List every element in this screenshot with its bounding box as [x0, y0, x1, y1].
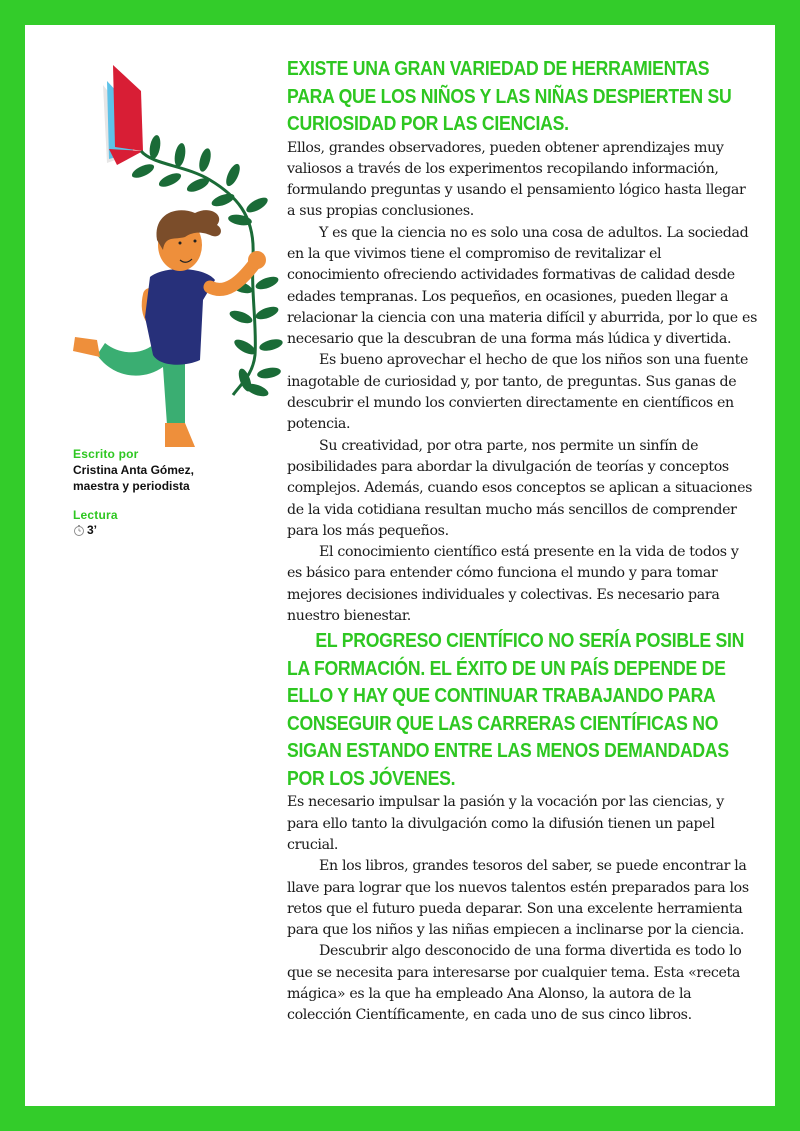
paragraph: El conocimiento científico está presente en la vida de todos y es básico para entender cómo funciona el mundo y para tomar mejores decisiones individuales y colectivas. Es necesario para nuestro bienestar. — [287, 544, 739, 625]
paragraph: Ellos, grandes observadores, pueden obtener aprendizajes muy valiosos a través de los experimentos recopilando información, formulando preguntas y usando el pensamiento lógico hasta llegar a sus propias conclusiones. — [287, 139, 746, 220]
author-role: maestra y periodista — [73, 479, 190, 493]
headline-pullquote: EL PROGRESO CIENTÍFICO NO SERÍA POSIBLE SIN LA FORMACIÓN. EL ÉXITO DE UN PAÍS DEPENDE DE ELLO Y HAY QUE CONTINUAR TRABAJANDO PARA CONSEGUIR QUE LAS CARRERAS CIENTÍFICAS NO SIGAN ESTANDO ENTRE LAS MENOS DEMANDADAS POR LOS JÓVENES. — [287, 629, 745, 790]
stopwatch-icon — [73, 524, 85, 536]
paragraph: Descubrir algo desconocido de una forma divertida es todo lo que se necesita para interesarse por cualquier tema. Esta «receta mágica» es la que ha empleado Ana Alonso, la autora de la colección Científicamente, en cada uno de sus cinco libros. — [287, 943, 742, 1024]
paragraph: Su creatividad, por otra parte, nos permite un sinfín de posibilidades para abordar la divulgación de teorías y conceptos complejos. Además, cuando esos conceptos se aplican a situaciones de la vida cotidiana resultan mucho más sencillos de comprender para los más pequeños. — [287, 437, 753, 539]
author-name: Cristina Anta Gómez, — [73, 463, 194, 477]
book-icon — [103, 65, 143, 165]
child-with-vine-illustration — [45, 55, 295, 465]
paragraph: Es bueno aprovechar el hecho de que los niños son una fuente inagotable de curiosidad y, por tanto, de preguntas. Sus ganas de descubrir el mundo los convierten directamente en científicos en potencia. — [287, 352, 749, 433]
child-figure — [73, 210, 266, 447]
headline-primary: EXISTE UNA GRAN VARIEDAD DE HERRAMIENTAS PARA QUE LOS NIÑOS Y LAS NIÑAS DESPIERTEN SU CURIOSIDAD POR LAS CIENCIAS. — [287, 57, 732, 135]
article-meta — [73, 447, 273, 537]
reading-time — [73, 523, 273, 537]
article — [287, 55, 757, 1027]
author-label: Escrito por — [73, 447, 139, 461]
reading-time-value: 3’ — [87, 523, 98, 537]
paragraph: Es necesario impulsar la pasión y la vocación por las ciencias, y para ello tanto la divulgación como la difusión tienen un papel crucial. — [287, 794, 724, 853]
page — [25, 25, 775, 1106]
paragraph: En los libros, grandes tesoros del saber, se puede encontrar la llave para lograr que los nuevos talentos estén preparados para los retos que el futuro pueda deparar. Son una excelente herramienta para que los niños y las niñas empiecen a inclinarse por la ciencia. — [287, 858, 749, 939]
reading-label: Lectura — [73, 508, 118, 522]
paragraph: Y es que la ciencia no es solo una cosa de adultos. La sociedad en la que vivimos tiene el compromiso de revitalizar el conocimiento ofreciendo actividades formativas de calidad desde edades tempranas. Los pequeños, en ocasiones, pueden llegar a relacionar la ciencia con una materia difícil y aburrida, por lo que es necesario que la descubran de una forma más lúdica y divertida. — [287, 224, 757, 348]
